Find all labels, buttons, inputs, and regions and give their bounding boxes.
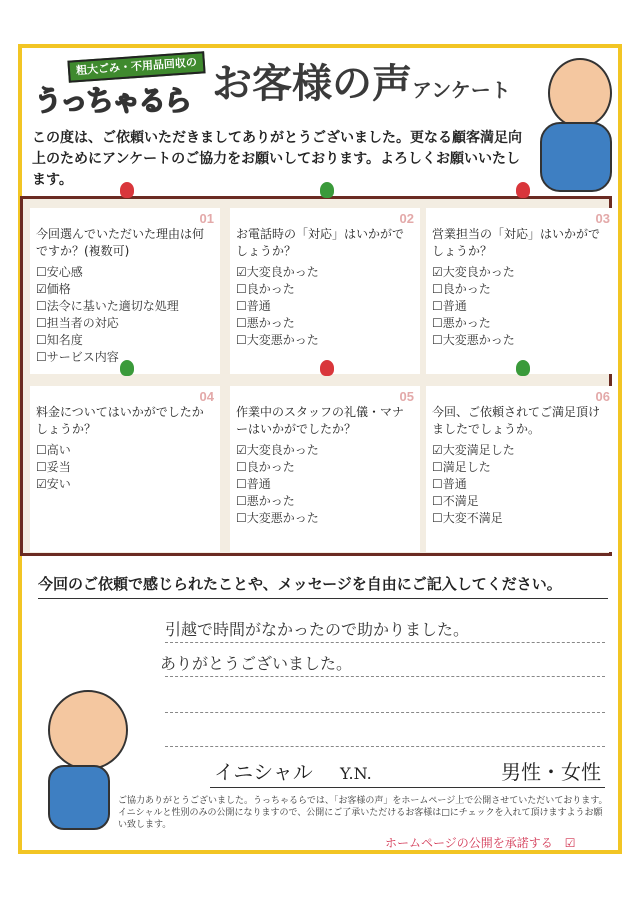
- option-checkbox[interactable]: ☐良かった: [432, 282, 491, 296]
- question-number: 01: [199, 211, 214, 226]
- option-checkbox[interactable]: ☐悪かった: [236, 494, 295, 508]
- option-checkbox[interactable]: ☐普通: [236, 477, 271, 491]
- pushpin-icon: [320, 360, 334, 376]
- consent-checkbox[interactable]: ホームページの公開を承諾する ☑: [385, 836, 576, 850]
- footer-note: ご協力ありがとうございました。うっちゃるらでは、「お客様の声」をホームページ上で公開させていただいております。イニシャルと性別のみの公開になりますので、公開にご了承いただけるお客様は□にチェックを入れて頂けますようお願い致します。: [118, 796, 608, 830]
- write-line: [165, 642, 605, 643]
- option-checkbox[interactable]: ☐安心感: [36, 265, 83, 279]
- option-checkbox[interactable]: ☐普通: [432, 477, 467, 491]
- question-card-02: [230, 208, 420, 374]
- initial-value[interactable]: Y.N.: [340, 764, 372, 783]
- question-number: 04: [199, 389, 214, 404]
- write-line: [165, 746, 605, 747]
- option-checkbox[interactable]: ☐悪かった: [432, 316, 491, 330]
- option-checkbox[interactable]: ☐悪かった: [236, 316, 295, 330]
- option-checkbox[interactable]: ☐大変悪かった: [236, 333, 319, 347]
- option-checkbox[interactable]: ☑大変良かった: [236, 443, 319, 457]
- question-card-04: [30, 386, 220, 552]
- option-checkbox[interactable]: ☐不満足: [432, 494, 479, 508]
- pushpin-icon: [120, 182, 134, 198]
- question-text: 料金についてはいかがでしたかしょうか？: [36, 405, 204, 436]
- initial-label: イニシャル: [214, 760, 313, 784]
- question-text: 今回選んでいただいた理由は何ですか？(複数可): [36, 227, 205, 258]
- intro-text: この度は、ご依頼いただきましてありがとうございました。更なる顧客満足向上のためにアンケートのご協力をお願いしております。よろしくお願いいたします。: [32, 130, 522, 188]
- option-checkbox[interactable]: ☐良かった: [236, 282, 295, 296]
- option-checkbox[interactable]: ☐担当者の対応: [36, 316, 119, 330]
- handwritten-line-2: ありがとうございました。: [160, 654, 353, 673]
- question-text: 作業中のスタッフの礼儀・マナーはいかがでしたか？: [236, 405, 405, 436]
- option-checkbox[interactable]: ☐普通: [236, 299, 271, 313]
- question-number: 02: [399, 211, 414, 226]
- option-checkbox[interactable]: ☐良かった: [236, 460, 295, 474]
- option-checkbox[interactable]: ☑安い: [36, 477, 71, 491]
- option-checkbox[interactable]: ☐大変悪かった: [236, 511, 319, 525]
- option-checkbox[interactable]: ☐大変悪かった: [432, 333, 515, 347]
- option-checkbox[interactable]: ☐法令に基いた適切な処理: [36, 299, 179, 313]
- pushpin-icon: [516, 360, 530, 376]
- option-checkbox[interactable]: ☑価格: [36, 282, 71, 296]
- logo: [30, 56, 205, 122]
- option-checkbox[interactable]: ☐妥当: [36, 460, 71, 474]
- pushpin-icon: [120, 360, 134, 376]
- question-number: 06: [595, 389, 610, 404]
- question-card-06: [426, 386, 616, 552]
- title-suffix: アンケート: [412, 78, 511, 102]
- logo-banner: 粗大ごみ・不用品回収の: [67, 51, 205, 83]
- page-title: [212, 60, 511, 114]
- divider: [38, 598, 608, 599]
- option-checkbox[interactable]: ☑大変満足した: [432, 443, 515, 457]
- question-card-05: [230, 386, 420, 552]
- question-card-03: [426, 208, 616, 374]
- option-checkbox[interactable]: ☐サービス内容: [36, 350, 119, 364]
- pushpin-icon: [516, 182, 530, 198]
- question-text: 営業担当の「対応」はいかがでしょうか？: [432, 227, 601, 258]
- question-card-01: [30, 208, 220, 374]
- option-checkbox[interactable]: ☑大変良かった: [236, 265, 319, 279]
- sex-choice[interactable]: 男性・女性: [501, 760, 601, 784]
- option-checkbox[interactable]: ☑大変良かった: [432, 265, 515, 279]
- option-checkbox[interactable]: ☐知名度: [36, 333, 83, 347]
- question-text: 今回、ご依頼されてご満足頂けましたでしょうか。: [432, 405, 601, 436]
- option-checkbox[interactable]: ☐普通: [432, 299, 467, 313]
- logo-name: うっちゃるら: [34, 84, 191, 117]
- handwritten-line-1: 引越で時間がなかったので助かりました。: [165, 620, 470, 639]
- pushpin-icon: [320, 182, 334, 198]
- write-line: [165, 676, 605, 677]
- option-checkbox[interactable]: ☐満足した: [432, 460, 491, 474]
- question-number: 03: [595, 211, 610, 226]
- title-text: お客様の声: [212, 61, 412, 107]
- message-prompt: 今回のご依頼で感じられたことや、メッセージを自由にご記入してください。: [38, 575, 562, 593]
- initial-field: [210, 758, 605, 788]
- write-line: [165, 712, 605, 713]
- option-checkbox[interactable]: ☐高い: [36, 443, 71, 457]
- option-checkbox[interactable]: ☐大変不満足: [432, 511, 503, 525]
- question-text: お電話時の「対応」はいかがでしょうか？: [236, 227, 405, 258]
- question-number: 05: [399, 389, 414, 404]
